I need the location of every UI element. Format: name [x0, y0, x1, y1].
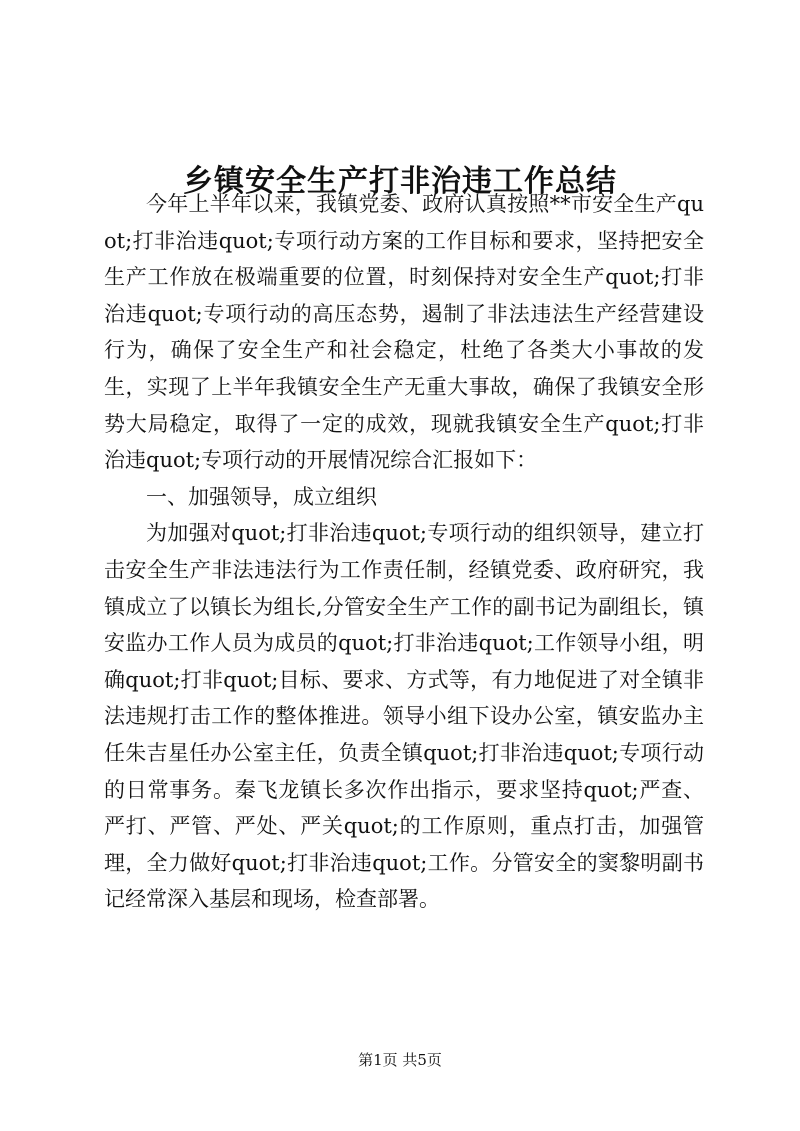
- section-heading: 一、加强领导，成立组织: [146, 484, 377, 509]
- page-footer: 第1页 共5页: [358, 1051, 442, 1069]
- document-body: [104, 186, 704, 918]
- intro-paragraph: 今年上半年以来，我镇党委、政府认真按照**市安全生产quot;打非治违quot;专项行动方案的工作目标和要求，坚持把安全生产工作放在极端重要的位置，时刻保持对安全生产quot;打非治违quot;专项行动的高压态势，遏制了非法违法生产经营建设行为，确保了安全生产和社会稳定，杜绝了各类大小事故的发生，实现了上半年我镇安全生产无重大事故，确保了我镇安全形势大局稳定，取得了一定的成效，现就我镇安全生产quot;打非治违quot;专项行动的开展情况综合汇报如下：: [104, 192, 704, 473]
- document-title: 乡镇安全生产打非治违工作总结: [183, 164, 617, 200]
- section-paragraph: 为加强对quot;打非治违quot;专项行动的组织领导，建立打击安全生产非法违法行为工作责任制，经镇党委、政府研究，我镇成立了以镇长为组长,分管安全生产工作的副书记为副组长，镇安监办工作人员为成员的quot;打非治违quot;工作领导小组，明确quot;打非quot;目标、要求、方式等，有力地促进了对全镇非法违规打击工作的整体推进。领导小组下设办公室，镇安监办主任朱吉星任办公室主任，负责全镇quot;打非治违quot;专项行动的日常事务。秦飞龙镇长多次作出指示，要求坚持quot;严查、严打、严管、严处、严关quot;的工作原则，重点打击，加强管理，全力做好quot;打非治违quot;工作。分管安全的窦黎明副书记经常深入基层和现场，检查部署。: [104, 521, 704, 912]
